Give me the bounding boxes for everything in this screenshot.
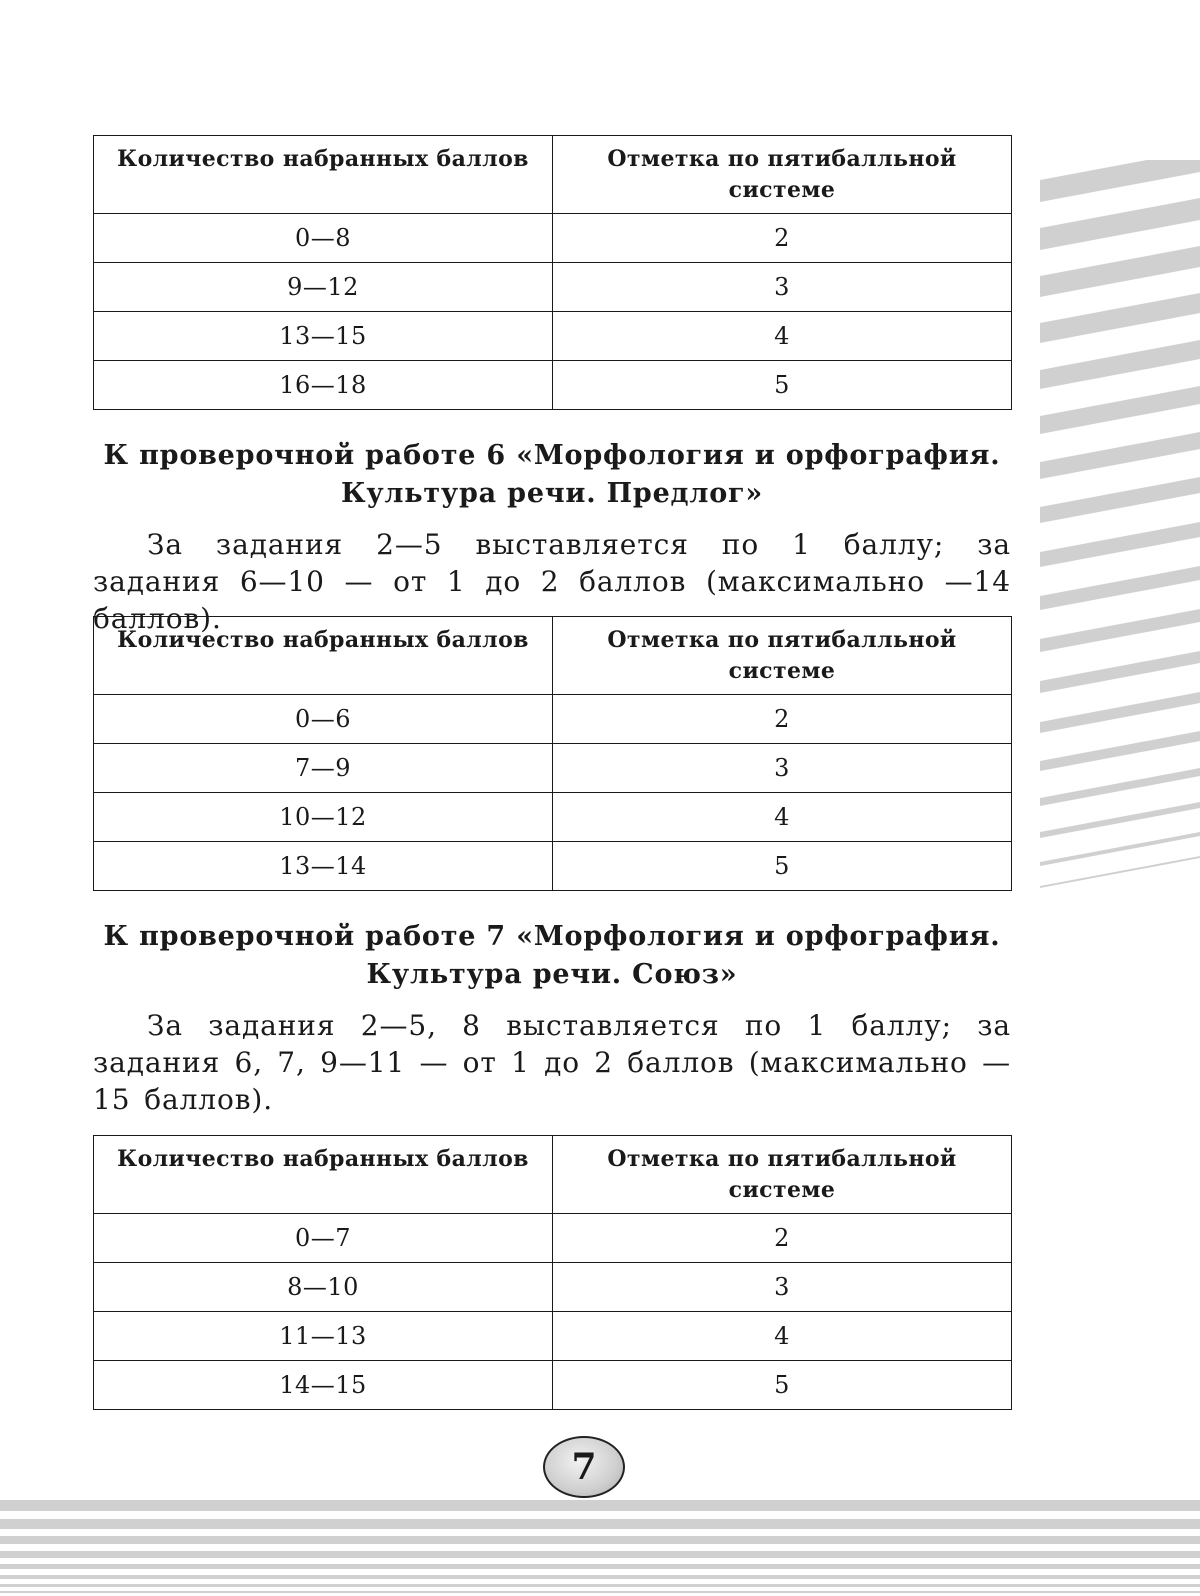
score-range: 14—15 — [94, 1361, 553, 1410]
section-title-line: К проверочной работе 6 «Морфология и орфография. — [103, 440, 1001, 471]
grade-value: 5 — [553, 1361, 1012, 1410]
grade-value: 2 — [553, 695, 1012, 744]
table-row — [94, 1312, 1012, 1361]
grade-value: 3 — [553, 263, 1012, 312]
score-range: 7—9 — [94, 744, 553, 793]
table-row — [94, 312, 1012, 361]
table-row — [94, 214, 1012, 263]
table-header-grade: Отметка по пятибалльной системе — [553, 136, 1012, 214]
grade-value: 2 — [553, 1214, 1012, 1263]
table-header-score: Количество набранных баллов — [94, 1136, 553, 1214]
section-text-7 — [93, 1007, 1011, 1118]
score-range: 11—13 — [94, 1312, 553, 1361]
grade-value: 4 — [553, 1312, 1012, 1361]
section-title-6 — [93, 437, 1011, 513]
decorative-stripes-right — [1040, 160, 1200, 900]
section-title-line: Культура речи. Союз» — [366, 959, 738, 990]
table-row — [94, 263, 1012, 312]
paragraph-text: За задания 2—5 выставляется по 1 баллу; за задания 6—10 — от 1 до 2 баллов (максимально —14 баллов). — [93, 528, 1011, 635]
grade-value: 2 — [553, 214, 1012, 263]
score-range: 13—15 — [94, 312, 553, 361]
table-row — [94, 793, 1012, 842]
grade-value: 4 — [553, 312, 1012, 361]
table-row — [94, 744, 1012, 793]
score-range: 16—18 — [94, 361, 553, 410]
grade-table-3 — [93, 1135, 1012, 1410]
grade-value: 3 — [553, 744, 1012, 793]
table-header-grade: Отметка по пятибалльной системе — [553, 617, 1012, 695]
paragraph-text: За задания 2—5, 8 выставляется по 1 баллу; за задания 6, 7, 9—11 — от 1 до 2 баллов (максимально — 15 баллов). — [93, 1009, 1011, 1116]
grade-value: 4 — [553, 793, 1012, 842]
grade-table-1 — [93, 135, 1012, 410]
table-header-score: Количество набранных баллов — [94, 617, 553, 695]
score-range: 8—10 — [94, 1263, 553, 1312]
table-row — [94, 1214, 1012, 1263]
page-number: 7 — [543, 1436, 625, 1498]
table-header-score: Количество набранных баллов — [94, 136, 553, 214]
grade-value: 5 — [553, 842, 1012, 891]
table-row — [94, 842, 1012, 891]
score-range: 10—12 — [94, 793, 553, 842]
table-row — [94, 1361, 1012, 1410]
table-header-grade: Отметка по пятибалльной системе — [553, 1136, 1012, 1214]
grade-value: 5 — [553, 361, 1012, 410]
score-range: 0—6 — [94, 695, 553, 744]
section-title-line: Культура речи. Предлог» — [340, 478, 764, 509]
section-title-line: К проверочной работе 7 «Морфология и орфография. — [103, 921, 1001, 952]
score-range: 9—12 — [94, 263, 553, 312]
score-range: 0—8 — [94, 214, 553, 263]
score-range: 0—7 — [94, 1214, 553, 1263]
table-row — [94, 1263, 1012, 1312]
score-range: 13—14 — [94, 842, 553, 891]
grade-value: 3 — [553, 1263, 1012, 1312]
section-title-7 — [93, 918, 1011, 994]
table-row — [94, 361, 1012, 410]
grade-table-2 — [93, 616, 1012, 891]
table-row — [94, 695, 1012, 744]
